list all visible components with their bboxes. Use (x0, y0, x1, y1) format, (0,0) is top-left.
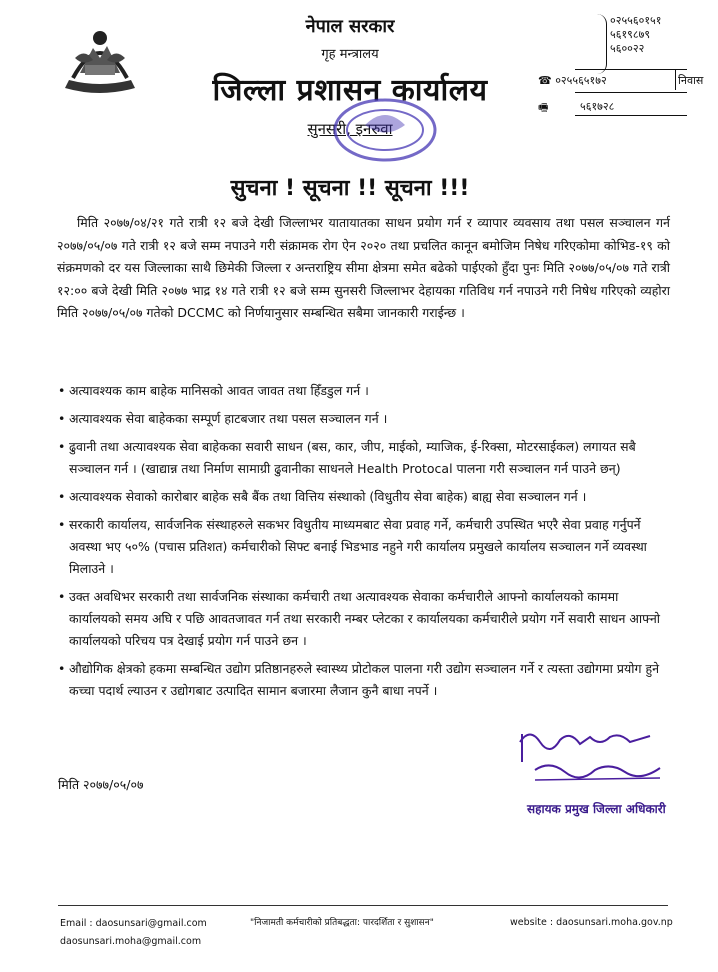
ministry-name: गृह मन्त्रालय (321, 47, 379, 62)
email-label: Email : (60, 918, 93, 929)
telephone-icon: ☎ (538, 74, 556, 87)
list-item: • सरकारी कार्यालय, सार्वजनिक संस्थाहरुले सकभर विधुतीय माध्यमबाट सेवा प्रवाह गर्ने, कर्मचारी उपस्थित भएरै सेवा प्रवाह गर्नुपर्ने अवस्था भए ५०% (पचास प्रतिशत) कर्मचारीको सिफ्ट बनाई भिडभाड नहुने गरी कार्यालय प्रमुखले कार्यालय सञ्चालन गर्ने व्यवस्था मिलाउने । (58, 517, 647, 576)
notice-title: सुचना ! सूचना !! सूचना !!! (230, 176, 470, 201)
notice-paragraph: मिति २०७७/०४/२१ गते रात्री १२ बजे देखी जिल्लाभर यातायातका साधन प्रयोग गर्न र व्यापार व्यवसाय तथा पसल सञ्चालन गर्न २०७७/०५/०७ गते रात्री १२ बजे सम्म नपाउने गरी संक्रामक रोग ऐन २०२० तथा प्रचलित कानून बमोजिम निषेध गरिएकोमा कोभिड-१९ को संक्रमणको दर यस जिल्लाका साथै छिमेकी जिल्ला र अन्तराष्ट्रिय सीमा क्षेत्रमा समेत बढेको पाईएको हुँदा पुनः मिति २०७७/०५/०७ गते रात्री १२:०० बजे देखी मिति २०७७ भाद्र १४ गते रात्री १२ बजे सम्म सुनसरी जिल्लाभर देहायका गतिविध गर्न नपाउने गरी निषेध गरिएको व्यहोरा मिति २०७७/०५/०७ गतेको DCCMC को निर्णयानुसार सम्बन्धित सबैमा जानकारी गराईन्छ । (57, 215, 670, 320)
list-item: • औद्योगिक क्षेत्रको हकमा सम्बन्धित उद्योग प्रतिष्ठानहरुले स्वास्थ्य प्रोटोकल पालना गरी उद्योग सञ्चालन गर्ने र त्यस्ता उद्योगमा प्रयोग हुने कच्चा पदार्थ ल्याउन र उद्योगबाट उत्पादित सामान बजारमा लैजान कुनै बाधा नपर्ने । (58, 661, 660, 698)
phone-number: ५६१९८७९ (610, 28, 651, 41)
list-item: • ढुवानी तथा अत्यावश्यक सेवा बाहेकका सवारी साधन (बस, कार, जीप, माईको, म्याजिक, ई-रिक्सा, मोटरसाईकल) लगायत सबै सञ्चालन गर्न । (खाद्यान्न तथा निर्माण सामाग्री ढुवानीका साधनले Health Protocal पालना गरी सञ्चालन गर्न पाउने छन्) (58, 439, 636, 476)
phone-number: ५६००२२ (610, 42, 645, 55)
fax-icon: 🖷 (538, 101, 549, 114)
footer-divider (58, 905, 668, 906)
phone-number: ०२५५६०१५१ (610, 14, 662, 27)
footer-website (510, 917, 673, 928)
residence-phone (538, 73, 704, 88)
nepal-emblem-icon (55, 18, 145, 100)
notice-date: मिति २०७७/०५/०७ (58, 777, 144, 792)
footer-motto: "निजामती कर्मचारीको प्रतिबद्धता: पारदर्शिता र सुशासन" (250, 918, 434, 928)
office-name: जिल्ला प्रशासन कार्यालय (212, 73, 488, 108)
signatory-title: सहायक प्रमुख जिल्ला अधिकारी (527, 802, 666, 816)
district-name: सुनसरी, इनरुवा (307, 120, 393, 138)
residence-label: निवास (678, 74, 704, 87)
list-item: • अत्यावश्यक सेवाको कारोबार बाहेक सबै बैंक तथा वित्तिय संस्थाको (विधुतीय सेवा बाहेक) बाह्य सेवा सञ्चालन गर्न । (58, 489, 587, 504)
prohibition-list (58, 380, 670, 708)
email-link[interactable]: daosunsari@gmail.com (95, 918, 207, 929)
residence-phone-number: ०२५५६५१७२ (555, 74, 607, 87)
list-item: • उक्त अवधिभर सरकारी तथा सार्वजनिक संस्थाका कर्मचारी तथा अत्यावश्यक सेवाका कर्मचारीले आफ्नो कार्यालयको काममा कार्यालयको समय अघि र पछि आवतजावत गर्न तथा सरकारी नम्बर प्लेटका र कार्यालयका कर्मचारीले प्रयोग गर्ने सवारी साधन आफ्नो कार्यालयको परिचय पत्र देखाई प्रयोग गर्न पाउने छन । (58, 589, 661, 648)
government-name: नेपाल सरकार (305, 16, 395, 37)
fax-number: ५६१७२८ (580, 100, 615, 113)
website-label: website : (510, 917, 554, 928)
list-item: • अत्यावश्यक काम बाहेक मानिसको आवत जावत तथा हिँडडुल गर्न । (58, 383, 369, 398)
footer-emails (60, 915, 207, 951)
website-link[interactable]: daosunsari.moha.gov.np (556, 917, 673, 928)
list-item: • अत्यावश्यक सेवा बाहेकका सम्पूर्ण हाटबजार तथा पसल सञ्चालन गर्न । (58, 411, 388, 426)
email-link[interactable]: daosunsari.moha@gmail.com (60, 936, 202, 947)
office-stamp-icon (330, 95, 440, 165)
handwritten-signature-icon (510, 722, 675, 792)
phone-numbers (568, 14, 661, 56)
